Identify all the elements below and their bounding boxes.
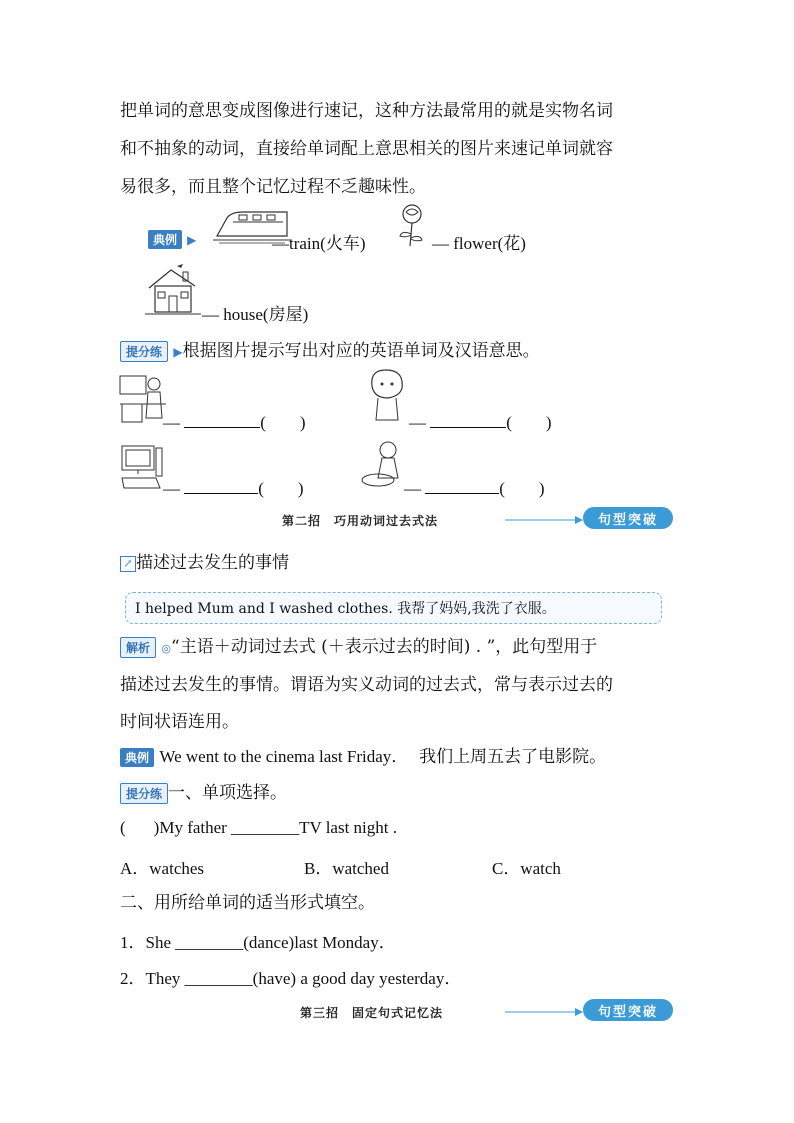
intro-line-1: 把单词的意思变成图像进行速记，这种方法最常用的就是实物名词 [120,101,613,121]
practice-instruction: 根据图片提示写出对应的英语单词及汉语意思。 [182,341,540,361]
question-number: 2． [120,969,146,988]
section2-heading: 第二招 巧用动词过去式法 [282,514,439,528]
question-3: They ________(have) a good day yesterday． [145,969,462,988]
part1-title: 一、单项选择。 [168,783,288,803]
question-number: 1． [120,933,146,952]
q1-open-paren: ( [120,818,126,837]
example-en: We went to the cinema last Friday． [159,747,409,766]
heading-arrow-icon [505,1006,585,1018]
arrow-icon: ▶ [173,345,183,359]
answer-blank[interactable] [425,493,499,494]
dash: — [163,413,180,432]
arrow-corner-icon: ↗ [120,556,136,572]
option-b[interactable]: B．watched [304,859,389,878]
example-cn: 我们上周五去了电影院。 [419,747,607,767]
section2-subtitle: 描述过去发生的事情 [136,553,289,573]
train-label: train(火车) [289,234,366,253]
option-a[interactable]: A．watches [120,859,205,878]
example-badge: 典例 [120,748,154,767]
computer-picture [120,444,164,490]
analysis-badge: 解析 [120,637,156,658]
practice-badge: 提分练 [120,783,168,804]
house-label: house(房屋) [223,305,309,324]
dot-icon: ◎ [161,642,172,655]
girl-picture [366,366,408,424]
dash: — [202,305,219,324]
dash: — [409,413,426,432]
question-2: She ________(dance)last Monday． [145,933,396,952]
answer-blank[interactable] [184,493,258,494]
part2-title: 二、用所给单词的适当形式填空。 [120,893,375,913]
washing-picture [360,438,406,490]
blank-parens: ( ) [258,479,304,498]
intro-line-2: 和不抽象的动词，直接给单词配上意思相关的图片来速记单词就容 [120,139,613,159]
section3-heading: 第三招 固定句式记忆法 [300,1006,444,1020]
heading-arrow-icon [505,514,585,526]
question-1: )My father ________TV last night . [153,818,397,837]
blank-parens: ( ) [260,413,306,432]
analysis-line-1: “主语＋动词过去式 (＋表示过去的时间) . ”，此句型用于 [171,637,598,657]
section3-tag: 句型突破 [583,999,673,1021]
dash: — [404,479,421,498]
flower-icon [392,202,432,248]
answer-blank[interactable] [184,427,260,428]
dash: — [163,479,180,498]
answer-blank[interactable] [430,427,506,428]
option-c[interactable]: C．watch [492,859,561,878]
dash: — [272,234,289,253]
arrow-icon: ▶ [187,233,197,247]
house-icon [143,262,203,318]
blank-parens: ( ) [499,479,545,498]
cooking-picture [118,372,168,424]
section2-tag: 句型突破 [583,507,673,529]
analysis-line-3: 时间状语连用。 [120,712,239,732]
example-badge: 典例 ▶ [148,229,196,249]
practice-badge: 提分练 [120,341,168,362]
dash: — [432,234,449,253]
example-sentence: I helped Mum and I washed clothes. 我帮了妈妈,我洗了衣服。 [135,601,556,617]
analysis-line-2: 描述过去发生的事情。谓语为实义动词的过去式，常与表示过去的 [120,675,613,695]
flower-label: flower(花) [453,234,526,253]
blank-parens: ( ) [506,413,552,432]
intro-line-3: 易很多，而且整个记忆过程不乏趣味性。 [120,177,426,197]
